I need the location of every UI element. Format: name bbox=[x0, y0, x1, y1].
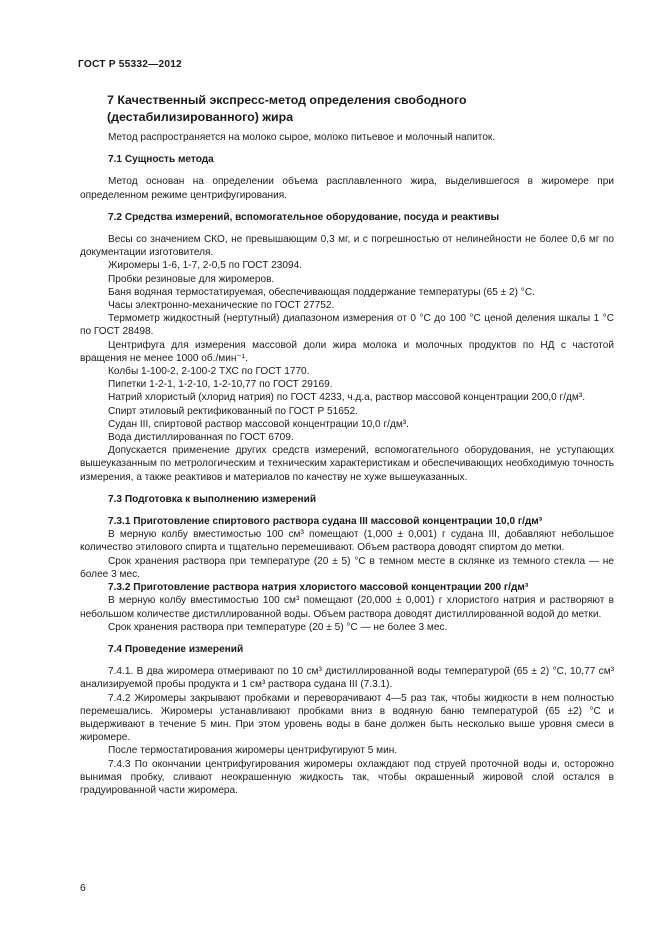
equipment-item: Судан III, спиртовой раствор массовой концентрации 10,0 г/дм³. bbox=[108, 418, 409, 430]
heading-7-4: 7.4 Проведение измерений bbox=[108, 643, 244, 655]
equipment-item: Часы электронно-механические по ГОСТ 27752. bbox=[108, 300, 335, 312]
paragraph-7-3-2-a: В мерную колбу вместимостью 100 см³ помещают (20,000 ± 0,001) г хлористого натрия и растворяют в небольшом количестве дистиллированной воды. Объем раствора доводят дистиллированной водой до метки. bbox=[80, 595, 614, 620]
section-title-line-2: (дестабилизированного) жира bbox=[107, 110, 294, 124]
heading-7-3: 7.3 Подготовка к выполнению измерений bbox=[108, 493, 317, 505]
heading-7-2: 7.2 Средства измерений, вспомогательное оборудование, посуда и реактивы bbox=[108, 211, 500, 223]
equipment-item: Центрифуга для измерения массовой доли жира молока и молочных продуктов по НД с частотой вращения не менее 1000 об./мин⁻¹. bbox=[80, 339, 614, 364]
equipment-item: Весы со значением СКО, не превышающим 0,3 мг, и с погрешностью от нелинейности не более 0,6 мг по документации изготовителя. bbox=[80, 234, 614, 259]
paragraph-7-4-2-b: После термостатирования жиромеры центрифугируют 5 мин. bbox=[108, 745, 398, 757]
heading-7-3-2: 7.3.2 Приготовление раствора натрия хлористого массовой концентрации 200 г/дм³ bbox=[108, 582, 529, 594]
paragraph-7-4-3: 7.4.3 По окончании центрифугирования жиромеры охлаждают под струей проточной воды и, осторожно вынимая пробку, сливают неокрашенную жидкость так, чтобы окрашенный жировой слой остался в градуированной части жиромера. bbox=[80, 758, 614, 796]
section-title-line-1: 7 Качественный экспресс-метод определения свободного bbox=[107, 93, 467, 107]
paragraph-7-3-2-b: Срок хранения раствора при температуре (20 ± 5) °С — не более 3 мес. bbox=[108, 621, 448, 633]
document-body bbox=[80, 131, 614, 797]
equipment-item: Термометр жидкостный (нертутный) диапазоном измерения от 0 °С до 100 °С ценой деления шкалы 1 °С по ГОСТ 28498. bbox=[80, 313, 614, 338]
page-number: 6 bbox=[80, 883, 86, 894]
standard-header: ГОСТ Р 55332—2012 bbox=[78, 59, 182, 70]
paragraph-7-1: Метод основан на определении объема расплавленного жира, выделившегося в жиромере при определенном режиме центрифугирования. bbox=[80, 176, 614, 201]
equipment-item: Баня водяная термостатируемая, обеспечивающая поддержание температуры (65 ± 2) °С. bbox=[108, 286, 535, 298]
paragraph-7-4-2: 7.4.2 Жиромеры закрывают пробками и переворачивают 4—5 раз так, чтобы жидкости в нем полностью перемешались. Жиромеры устанавливают пробками вниз в водяную баню температурой (65 ±2) °С и выдерживают в течение 5 мин. При этом уровень воды в бане должен быть несколько выше уровня смеси в жиромере. bbox=[80, 692, 614, 744]
equipment-item: Натрий хлористый (хлорид натрия) по ГОСТ 4233, ч.д.а, раствор массовой концентрации 200,0 г/дм³. bbox=[108, 392, 586, 404]
paragraph-7-3-1-b: Срок хранения раствора при температуре (20 ± 5) °С в темном месте в склянке из темного стекла — не более 3 мес. bbox=[80, 555, 614, 580]
heading-7-3-1: 7.3.1 Приготовление спиртового раствора судана III массовой концентрации 10,0 г/дм³ bbox=[108, 516, 543, 528]
intro-paragraph: Метод распространяется на молоко сырое, молоко питьевое и молочный напиток. bbox=[108, 132, 496, 143]
equipment-item: Спирт этиловый ректификованный по ГОСТ Р 51652. bbox=[108, 405, 358, 417]
equipment-item: Жиромеры 1-6, 1-7, 2-0,5 по ГОСТ 23094. bbox=[108, 260, 303, 272]
equipment-item: Колбы 1-100-2, 2-100-2 ТХС по ГОСТ 1770. bbox=[108, 366, 310, 378]
equipment-item: Пробки резиновые для жиромеров. bbox=[108, 273, 275, 285]
equipment-item: Вода дистиллированная по ГОСТ 6709. bbox=[108, 432, 294, 444]
section-title bbox=[107, 92, 577, 126]
paragraph-7-4-1: 7.4.1. В два жиромера отмеривают по 10 см³ дистиллированной воды температурой (65 ± 2) °С, 10,77 см³ анализируемой пробы продукта и 1 см³ раствора судана III (7.3.1). bbox=[80, 666, 614, 691]
equipment-item: Пипетки 1-2-1, 1-2-10, 1-2-10,77 по ГОСТ 29169. bbox=[108, 379, 333, 391]
paragraph-7-3-1-a: В мерную колбу вместимостью 100 см³ помещают (1,000 ± 0,001) г судана III, добавляют небольшое количество этилового спирта и тщательно перемешивают. Объем раствора доводят спиртом до метки. bbox=[80, 529, 614, 554]
equipment-item: Допускается применение других средств измерений, вспомогательного оборудования, не уступающих вышеуказанным по метрологическим и техническим характеристикам и обеспечивающих необходимую точность измерения, а также реактивов и материалов по качеству не хуже вышеуказанных. bbox=[80, 445, 614, 483]
heading-7-1: 7.1 Сущность метода bbox=[108, 154, 214, 166]
